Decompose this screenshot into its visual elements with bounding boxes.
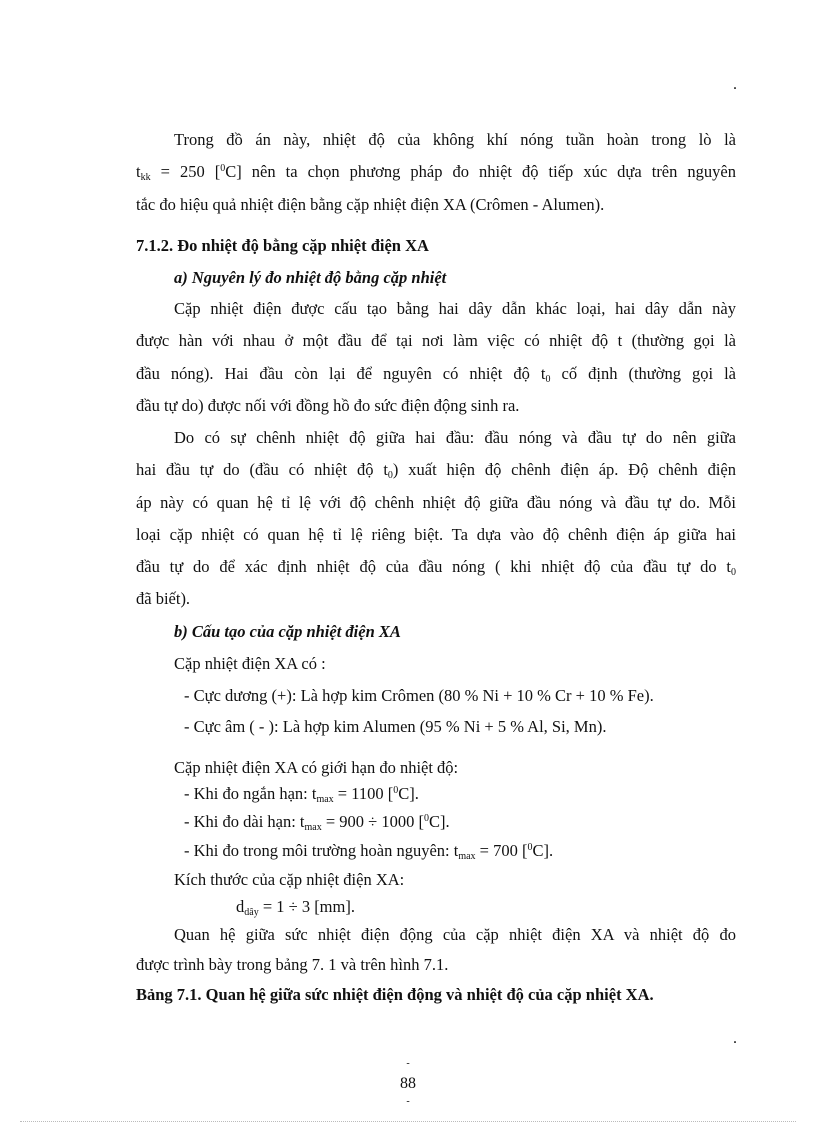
limit-intro: Cặp nhiệt điện XA có giới hạn đo nhiệt độ: [174,758,459,777]
para-a2-line-5: đầu tự do để xác định nhiệt độ của đầu nóng ( khi nhiệt độ của đầu tự do $t_0$ [136,557,736,578]
limit-reducing-env: - Khi đo trong môi trường hoàn nguyên: $t_{max} = 700$ [$^0$C]. [184,841,554,862]
relation-line-2: được trình bày trong bảng 7. 1 và trên hình 7.1. [136,955,449,974]
subsection-b-heading: b) Cấu tạo của cặp nhiệt điện XA [174,622,401,641]
para-a2-line-6: đã biết). [136,589,191,608]
relation-line-1: Quan hệ giữa sức nhiệt điện động của cặp nhiệt điện XA và nhiệt độ đo [174,925,736,944]
intro-line-1: Trong đồ án này, nhiệt độ của không khí nóng tuần hoàn trong lò là [174,130,736,149]
para-a1-line-3: đầu nóng). Hai đầu còn lại để nguyên có nhiệt độ $t_0$ cố định (thường gọi là [136,364,737,385]
wire-diameter: $d_{dây} = 1 \div 3$ [mm]. [236,897,355,918]
table-caption: Bảng 7.1. Quan hệ giữa sức nhiệt điện động và nhiệt độ của cặp nhiệt XA. [136,985,654,1004]
footer-dash-bottom: - [406,1096,410,1107]
footer-rule [20,1121,796,1122]
size-intro: Kích thước của cặp nhiệt điện XA: [174,870,405,889]
subsection-a-heading: a) Nguyên lý đo nhiệt độ bằng cặp nhiệt [174,268,447,287]
footer-dash-top: - [406,1058,410,1069]
negative-pole-item: - Cực âm ( - ): Là hợp kim Alumen (95 % Ni + 5 % Al, Si, Mn). [184,717,607,736]
para-a1-line-4: đầu tự do) được nối với đồng hồ đo sức điện động sinh ra. [136,396,520,415]
intro-line-3: tắc đo hiệu quả nhiệt điện bằng cặp nhiệt điện XA (Crômen - Alumen). [136,195,605,214]
intro-line-2: $t_{kk} = 250$ [$^0$C] nên ta chọn phương pháp đo nhiệt độ tiếp xúc dựa trên nguyên [136,162,736,183]
page-number: 88 [400,1075,416,1092]
limit-short-term: - Khi đo ngắn hạn: $t_{max} = 1100$ [$^0$C]. [184,784,419,805]
para-a1-line-2: được hàn với nhau ở một đầu để tại nơi làm việc có nhiệt độ t (thường gọi là [136,331,736,350]
limit-long-term: - Khi đo dài hạn: $t_{max} = 900 \div 1000$ [$^0$C]. [184,812,450,833]
para-a2-line-4: loại cặp nhiệt có quan hệ tỉ lệ riêng biệt. Ta dựa vào độ chênh điện áp giữa hai [136,525,736,544]
thermocouple-intro: Cặp nhiệt điện XA có : [174,654,326,673]
positive-pole-item: - Cực dương (+): Là hợp kim Crômen (80 % Ni + 10 % Cr + 10 % Fe). [184,686,654,705]
para-a2-line-3: áp này có quan hệ tỉ lệ với độ chênh nhiệt độ giữa đầu nóng và đầu tự do. Mỗi [136,493,736,512]
bottom-dot-mark: . [733,1030,737,1047]
top-dot-mark: . [733,76,737,93]
para-a2-line-2: hai đầu tự do (đầu có nhiệt độ $t_0$) xuất hiện độ chênh điện áp. Độ chênh điện [136,460,736,481]
section-heading: 7.1.2. Đo nhiệt độ bằng cặp nhiệt điện XA [136,236,429,255]
para-a2-line-1: Do có sự chênh nhiệt độ giữa hai đầu: đầu nóng và đầu tự do nên giữa [174,428,736,447]
para-a1-line-1: Cặp nhiệt điện được cấu tạo bằng hai dây dẫn khác loại, hai dây dẫn này [174,299,736,318]
